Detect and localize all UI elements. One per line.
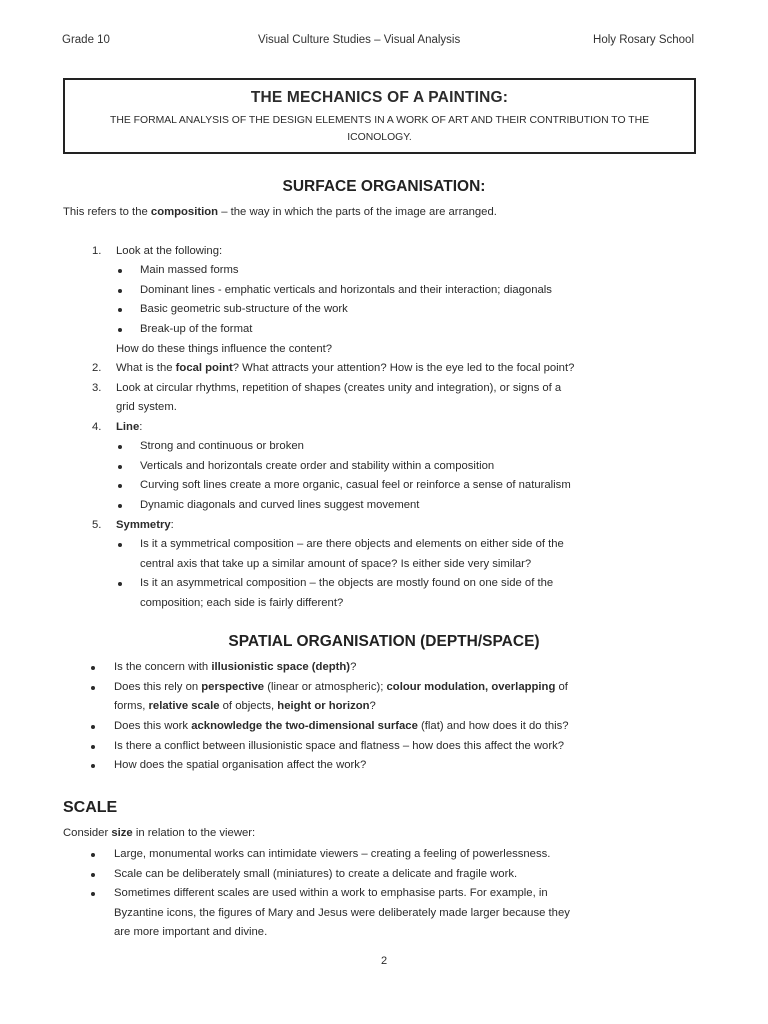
item-text-continued: grid system.	[116, 401, 177, 413]
item-text	[116, 359, 574, 379]
list-item: Break-up of the format	[140, 323, 253, 335]
bullet-dot	[91, 873, 95, 877]
bullet-dot	[91, 892, 95, 896]
text-run-bold: illusionistic space (depth)	[211, 661, 351, 673]
title-box	[63, 78, 696, 154]
item-number: 4.	[92, 421, 102, 433]
bullet-dot	[118, 582, 122, 586]
list-item-continued: composition; each side is fairly different?	[140, 597, 344, 609]
list-item: Strong and continuous or broken	[140, 440, 304, 452]
text-run: Does this rely on	[114, 681, 202, 693]
text-run: Does this work	[114, 720, 192, 732]
text-run-bold: colour modulation, overlapping	[386, 681, 556, 693]
bullet-dot	[91, 725, 95, 729]
page-header	[62, 34, 694, 52]
text-run: of objects,	[219, 700, 278, 712]
list-item: Scale can be deliberately small (miniatures) to create a delicate and fragile work.	[114, 868, 518, 880]
list-item	[114, 658, 356, 678]
surface-intro-text: This refers to the	[63, 206, 151, 218]
page-subtitle: THE FORMAL ANALYSIS OF THE DESIGN ELEMENTS IN A WORK OF ART AND THEIR CONTRIBUTION TO THE ICONOLOGY.	[109, 115, 650, 143]
item-text	[116, 516, 174, 536]
list-item: Is it a symmetrical composition – are there objects and elements on either side of the	[140, 538, 564, 550]
list-item: Basic geometric sub-structure of the work	[140, 303, 348, 315]
bullet-dot	[118, 484, 122, 488]
item-label-bold: Line	[116, 421, 140, 433]
list-item	[114, 717, 569, 737]
text-run-bold: relative scale	[148, 700, 220, 712]
list-item	[114, 678, 568, 698]
item-text-bold: focal point	[175, 362, 233, 374]
text-run: of	[555, 681, 568, 693]
bullet-dot	[118, 289, 122, 293]
bullet-dot	[118, 328, 122, 332]
text-run: ?	[369, 700, 376, 712]
bullet-dot	[118, 543, 122, 547]
item-text	[116, 418, 142, 438]
scale-intro	[63, 824, 255, 844]
item-followup: How do these things influence the content?	[116, 343, 333, 355]
header-school: Holy Rosary School	[593, 34, 694, 46]
bullet-dot	[118, 504, 122, 508]
item-number: 2.	[92, 362, 102, 374]
page-title: THE MECHANICS OF A PAINTING:	[250, 89, 509, 106]
item-label-bold: Symmetry	[116, 519, 171, 531]
text-run-bold: perspective	[201, 681, 265, 693]
bullet-dot	[91, 745, 95, 749]
item-label-colon: :	[170, 519, 174, 531]
surface-intro-text-end: – the way in which the parts of the image are arranged.	[218, 206, 497, 218]
bullet-dot	[91, 666, 95, 670]
item-number: 5.	[92, 519, 102, 531]
list-item: Verticals and horizontals create order and stability within a composition	[140, 460, 495, 472]
list-item: Is it an asymmetrical composition – the objects are mostly found on one side of the	[140, 577, 554, 589]
page-number: 2	[380, 955, 388, 967]
surface-heading: SURFACE ORGANISATION:	[282, 178, 486, 195]
bullet-dot	[91, 686, 95, 690]
text-run: (linear or atmospheric);	[264, 681, 387, 693]
list-item: Main massed forms	[140, 264, 239, 276]
item-label-colon: :	[139, 421, 143, 433]
list-item: Dynamic diagonals and curved lines suggest movement	[140, 499, 420, 511]
text-run-bold: acknowledge the two-dimensional surface	[191, 720, 418, 732]
list-item: Curving soft lines create a more organic, casual feel or reinforce a sense of naturalism	[140, 479, 571, 491]
bullet-dot	[118, 465, 122, 469]
list-item-continued: central axis that take up a similar amount of space? Is either side very similar?	[140, 558, 532, 570]
list-item: How does the spatial organisation affect the work?	[114, 759, 367, 771]
bullet-dot	[91, 853, 95, 857]
list-item: Sometimes different scales are used within a work to emphasise parts. For example, in	[114, 887, 548, 899]
text-run: in relation to the viewer:	[132, 827, 256, 839]
scale-heading: SCALE	[63, 799, 118, 816]
surface-intro	[63, 203, 497, 223]
list-item-continued: are more important and divine.	[114, 926, 268, 938]
bullet-dot	[118, 269, 122, 273]
list-item: Dominant lines - emphatic verticals and horizontals and their interaction; diagonals	[140, 284, 552, 296]
item-number: 1.	[92, 245, 102, 257]
text-run: Consider	[63, 827, 112, 839]
surface-intro-bold: composition	[150, 206, 219, 218]
list-item: Is there a conflict between illusionistic space and flatness – how does this affect the work?	[114, 740, 565, 752]
text-run-bold: height or horizon	[277, 700, 370, 712]
item-text: Look at circular rhythms, repetition of shapes (creates unity and integration), or signs of a	[116, 382, 562, 394]
item-text: Look at the following:	[116, 245, 223, 257]
header-course: Visual Culture Studies – Visual Analysis	[258, 34, 461, 46]
text-run: forms,	[114, 700, 149, 712]
bullet-dot	[118, 445, 122, 449]
text-run: ?	[350, 661, 357, 673]
text-run: Is the concern with	[114, 661, 212, 673]
bullet-dot	[91, 764, 95, 768]
item-number: 3.	[92, 382, 102, 394]
header-grade: Grade 10	[62, 34, 110, 46]
list-item: Large, monumental works can intimidate viewers – creating a feeling of powerlessness.	[114, 848, 551, 860]
list-item-continued: Byzantine icons, the figures of Mary and Jesus were deliberately made larger because they	[114, 907, 570, 919]
text-run-bold: size	[111, 827, 133, 839]
spatial-heading: SPATIAL ORGANISATION (DEPTH/SPACE)	[228, 633, 540, 650]
text-run: (flat) and how does it do this?	[417, 720, 569, 732]
bullet-dot	[118, 308, 122, 312]
list-item-continued	[114, 697, 376, 717]
item-text-end: ? What attracts your attention? How is the eye led to the focal point?	[232, 362, 575, 374]
item-text-start: What is the	[116, 362, 176, 374]
